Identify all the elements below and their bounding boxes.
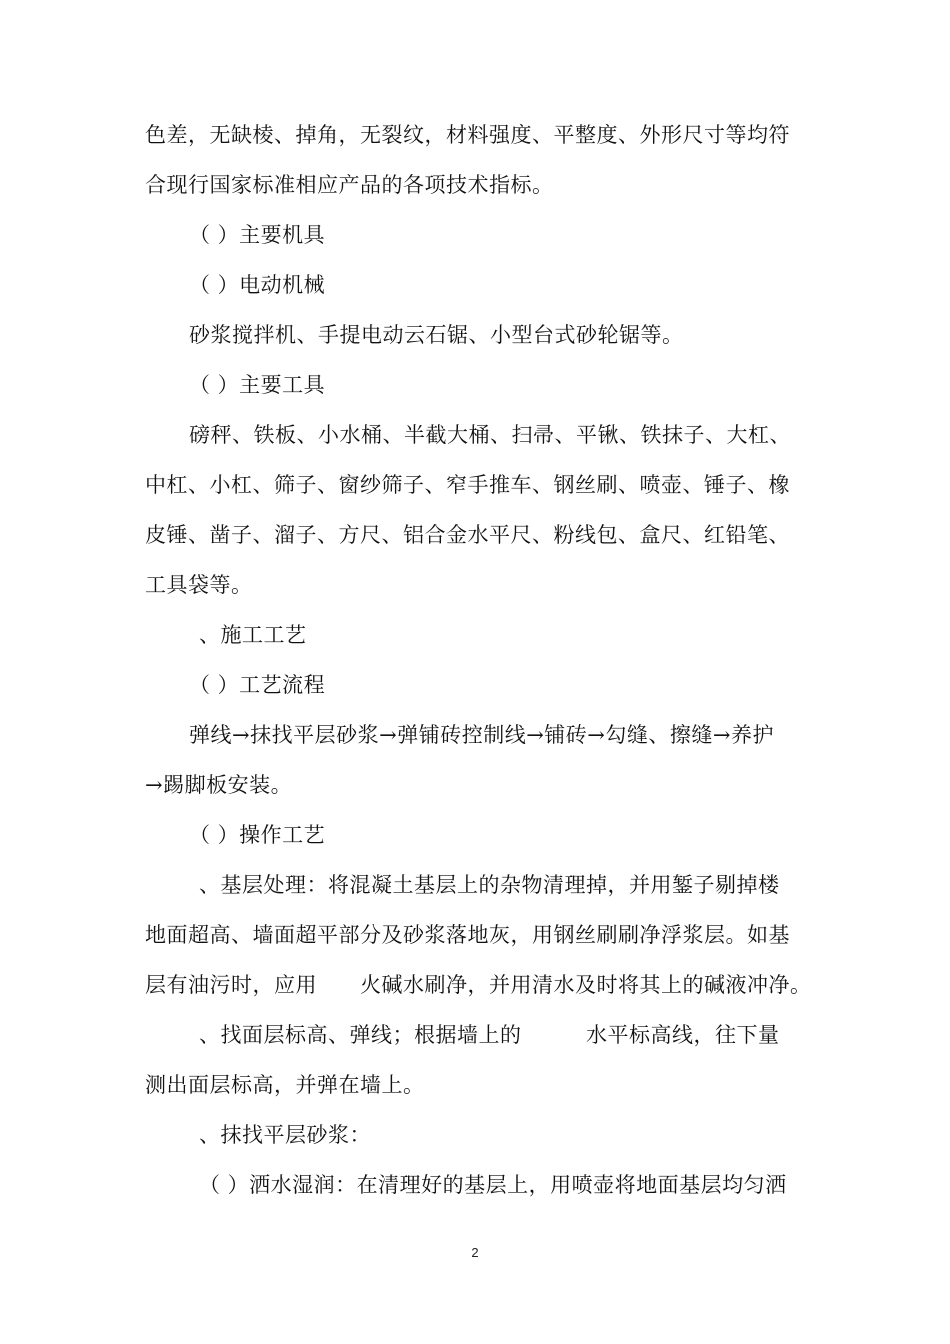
text-line: 弹线→抹找平层砂浆→弹铺砖控制线→铺砖→勾缝、擦缝→养护 bbox=[189, 723, 774, 747]
section-heading: （ ）电动机械 bbox=[189, 273, 326, 297]
section-heading: （ ）工艺流程 bbox=[189, 673, 326, 697]
text-line: 中杠、小杠、筛子、窗纱筛子、窄手推车、钢丝刷、喷壶、锤子、橡 bbox=[145, 473, 790, 497]
text-line: 地面超高、墙面超平部分及砂浆落地灰，用钢丝刷刷净浮浆层。如基 bbox=[145, 923, 790, 947]
text-line: 色差，无缺棱、掉角，无裂纹，材料强度、平整度、外形尺寸等均符 bbox=[145, 123, 790, 147]
text-line: 、基层处理：将混凝土基层上的杂物清理掉，并用錾子剔掉楼 bbox=[199, 873, 780, 897]
text-line: →踢脚板安装。 bbox=[145, 773, 293, 797]
section-heading: （ ）主要机具 bbox=[189, 223, 326, 247]
text-line: 测出面层标高，并弹在墙上。 bbox=[145, 1073, 425, 1097]
text-line: 工具袋等。 bbox=[145, 573, 253, 597]
text-line: 、找面层标高、弹线；根据墙上的 水平标高线，往下量 bbox=[199, 1023, 780, 1047]
text-line: 砂浆搅拌机、手提电动云石锯、小型台式砂轮锯等。 bbox=[189, 323, 684, 347]
section-heading: 、抹找平层砂浆： bbox=[199, 1123, 371, 1147]
text-line: 层有油污时，应用 火碱水刷净，并用清水及时将其上的碱液冲净。 bbox=[145, 973, 812, 997]
page-number: 2 bbox=[471, 1245, 479, 1260]
section-heading: （ ）操作工艺 bbox=[189, 823, 326, 847]
text-line: 合现行国家标准相应产品的各项技术指标。 bbox=[145, 173, 554, 197]
text-line: 磅秤、铁板、小水桶、半截大桶、扫帚、平锹、铁抹子、大杠、 bbox=[189, 423, 791, 447]
text-line: （ ）洒水湿润：在清理好的基层上，用喷壶将地面基层均匀洒 bbox=[199, 1173, 787, 1197]
section-heading: （ ）主要工具 bbox=[189, 373, 326, 397]
section-heading: 、施工工艺 bbox=[199, 623, 307, 647]
body-text bbox=[145, 110, 812, 1210]
text-line: 皮锤、凿子、溜子、方尺、铝合金水平尺、粉线包、盒尺、红铅笔、 bbox=[145, 523, 790, 547]
